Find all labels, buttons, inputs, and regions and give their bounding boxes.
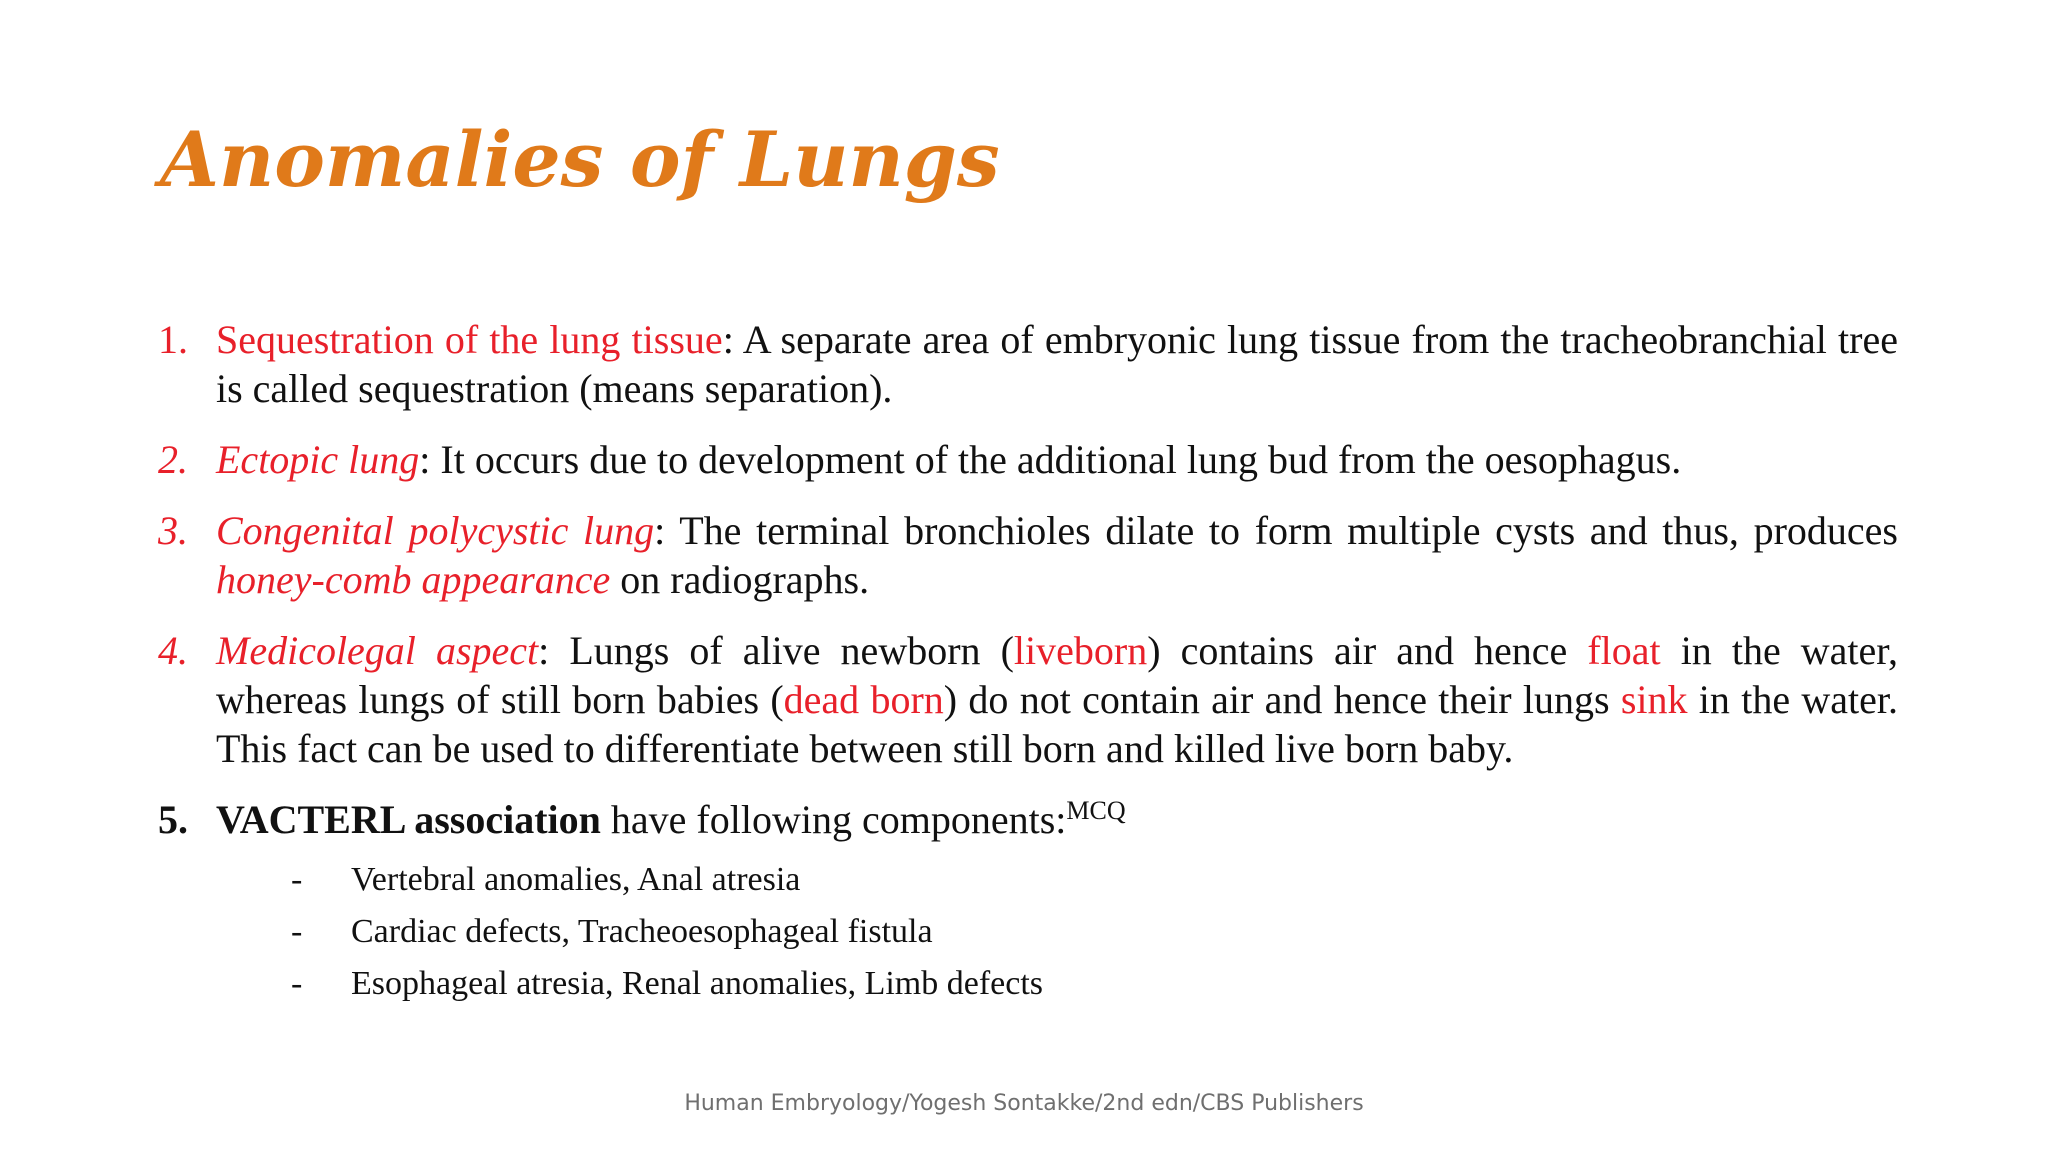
item-term: VACTERL association: [216, 797, 601, 842]
anomaly-list: [158, 315, 1898, 1032]
subitem-text: Vertebral anomalies, Anal atresia: [351, 861, 801, 898]
list-item-medicolegal: [158, 626, 1898, 773]
item-text: on radiographs.: [610, 557, 870, 602]
list-item-vacterl: [158, 795, 1898, 1010]
item-text: : The terminal bronchioles dilate to form multiple cysts and thus, produces: [654, 508, 1898, 553]
list-item: [216, 906, 1898, 958]
dash-bullet: -: [291, 913, 303, 950]
item-number: 3.: [158, 508, 188, 553]
list-item-polycystic-lung: [158, 506, 1898, 604]
item-highlight: honey-comb appearance: [216, 557, 611, 602]
item-highlight-sink: sink: [1620, 677, 1688, 722]
item-text: have following components:: [600, 797, 1067, 842]
item-highlight-deadborn: dead born: [783, 677, 944, 722]
item-number: 1.: [158, 317, 188, 362]
item-text: ) do not contain air and hence their lungs: [943, 677, 1621, 722]
subitem-text: Cardiac defects, Tracheoesophageal fistula: [351, 913, 933, 950]
item-term: Medicolegal aspect: [216, 628, 539, 673]
item-text: : It occurs due to development of the additional lung bud from the oesophagus.: [419, 437, 1682, 482]
item-text: in the water. This fact can be used to differentiate between still born and killed live born baby.: [216, 677, 1899, 771]
mcq-superscript: MCQ: [1066, 796, 1126, 825]
item-number: 4.: [158, 628, 188, 673]
subitem-text: Esophageal atresia, Renal anomalies, Limb defects: [351, 965, 1044, 1002]
item-term: Sequestration of the lung tissue: [216, 317, 723, 362]
item-number: 5.: [158, 797, 188, 842]
list-item-ectopic-lung: [158, 435, 1898, 484]
slide-footer: Human Embryology/Yogesh Sontakke/2nd edn/CBS Publishers: [684, 1091, 1364, 1116]
item-term: Ectopic lung: [216, 437, 420, 482]
vacterl-components: [216, 854, 1898, 1010]
item-text: : Lungs of alive newborn (: [538, 628, 1014, 673]
item-highlight-liveborn: liveborn: [1013, 628, 1148, 673]
item-text: ) contains air and hence: [1147, 628, 1588, 673]
item-number: 2.: [158, 437, 188, 482]
item-text: : A separate area of embryonic lung tissue from the tracheobranchial tree is called sequestration (means separation).: [216, 317, 1898, 411]
item-term: Congenital polycystic lung: [216, 508, 655, 553]
list-item: [216, 854, 1898, 906]
dash-bullet: -: [291, 861, 303, 898]
item-text: in the water, whereas lungs of still born babies (: [216, 628, 1899, 722]
dash-bullet: -: [291, 965, 303, 1002]
list-item: [216, 958, 1898, 1010]
slide-title: Anomalies of Lungs: [160, 115, 1000, 204]
item-highlight-float: float: [1587, 628, 1661, 673]
list-item-sequestration: [158, 315, 1898, 413]
